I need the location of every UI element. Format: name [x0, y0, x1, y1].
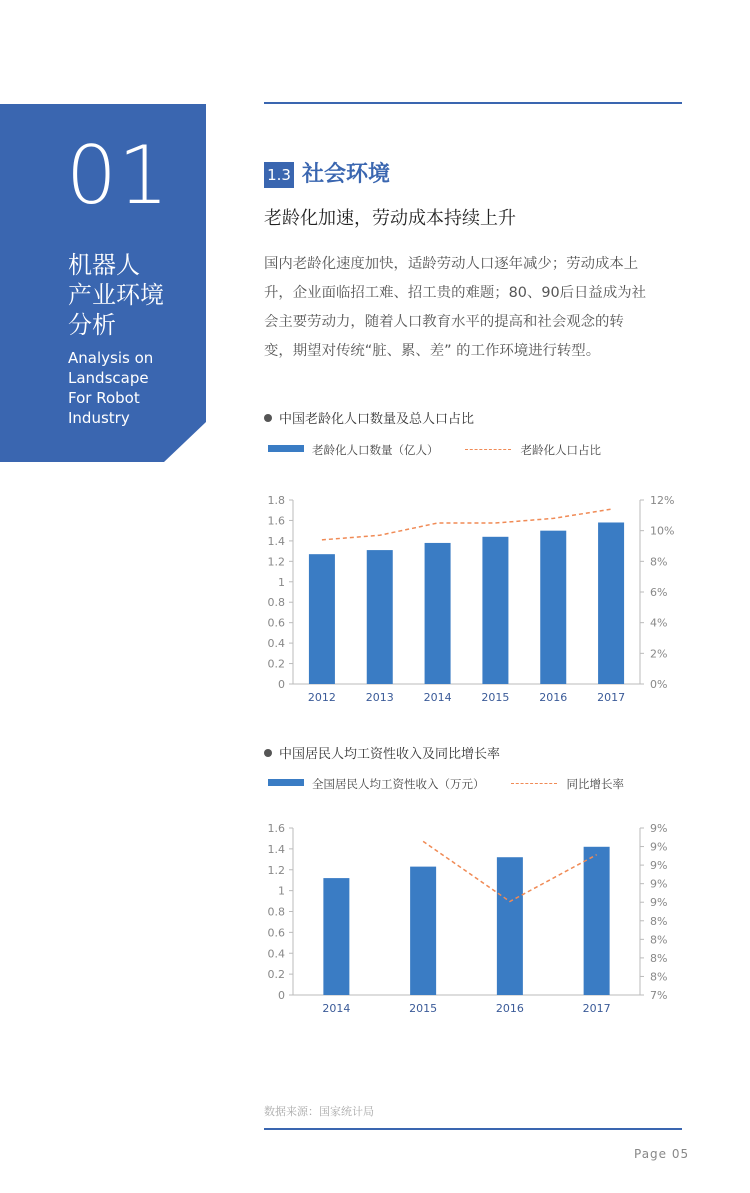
- chapter-title-en-line: Industry: [68, 409, 130, 427]
- x-tick-label: 2017: [582, 1002, 611, 1015]
- page-number: Page 05: [634, 1147, 690, 1161]
- legend-bar-swatch: [268, 779, 304, 786]
- bar-2016: [497, 857, 523, 995]
- x-tick-label: 2016: [495, 1002, 524, 1015]
- left-tick-label: 0: [278, 678, 285, 691]
- legend-line-swatch: [465, 449, 511, 450]
- bottom-rule: [264, 1128, 682, 1130]
- body-line: 升，企业面临招工难、招工贵的难题；80、90后日益成为社: [264, 285, 646, 301]
- chapter-title-en-line: Analysis on: [68, 349, 154, 367]
- left-tick-label: 0.2: [267, 657, 285, 671]
- x-tick-label: 2016: [539, 691, 568, 704]
- chart2-plot: [0, 810, 750, 1020]
- left-tick-label: 1.4: [267, 842, 285, 856]
- right-tick-label: 6%: [650, 586, 668, 599]
- left-tick-label: 0.6: [267, 616, 285, 630]
- chapter-title-en-line: For Robot: [68, 389, 140, 407]
- section-subtitle: 老龄化加速，劳动成本持续上升: [264, 208, 516, 229]
- bar-2013: [367, 550, 393, 684]
- left-tick-label: 0.2: [267, 968, 285, 982]
- right-tick-label: 8%: [650, 970, 668, 984]
- right-tick-label: 9%: [650, 877, 668, 891]
- right-tick-label: 7%: [650, 989, 668, 1002]
- legend-bar-swatch: [268, 445, 304, 452]
- right-tick-label: 9%: [650, 859, 668, 873]
- chart2-title-text: 中国居民人均工资性收入及同比增长率: [279, 747, 501, 762]
- legend-line-swatch: [511, 783, 557, 784]
- ratio-line: [322, 509, 611, 540]
- chart2-legend-line-label: 同比增长率: [566, 777, 624, 791]
- left-tick-label: 0.8: [267, 905, 285, 919]
- data-source: 数据来源：国家统计局: [264, 1105, 374, 1118]
- left-tick-label: 1.4: [267, 534, 285, 548]
- bar-2014: [323, 878, 349, 995]
- x-tick-label: 2012: [307, 691, 336, 704]
- section-number-badge: 1.3: [264, 162, 294, 188]
- left-tick-label: 0: [278, 989, 285, 1002]
- chapter-number: 01: [66, 129, 170, 222]
- right-tick-label: 10%: [650, 524, 675, 538]
- body-paragraph: [264, 250, 686, 366]
- left-tick-label: 0.8: [267, 596, 285, 610]
- left-tick-label: 1: [278, 884, 285, 898]
- x-tick-label: 2017: [597, 691, 626, 704]
- right-tick-label: 8%: [650, 951, 668, 965]
- bar-2017: [598, 522, 624, 684]
- left-tick-label: 1.2: [267, 863, 285, 877]
- chart1-title-text: 中国老龄化人口数量及总人口占比: [279, 412, 475, 427]
- bar-2015: [410, 867, 436, 995]
- left-tick-label: 0.4: [267, 947, 285, 961]
- left-tick-label: 0.4: [267, 637, 285, 651]
- chapter-title-cn: [68, 250, 164, 340]
- bar-2017: [584, 847, 610, 995]
- x-tick-label: 2013: [365, 691, 394, 704]
- right-tick-label: 0%: [650, 678, 668, 691]
- chart1-plot: [0, 480, 750, 710]
- right-tick-label: 2%: [650, 647, 668, 661]
- chapter-title-en-line: Landscape: [68, 369, 149, 387]
- right-tick-label: 8%: [650, 555, 668, 569]
- chapter-title-en: [68, 348, 153, 428]
- x-tick-label: 2015: [409, 1002, 438, 1015]
- x-tick-label: 2015: [481, 691, 510, 704]
- bar-2016: [540, 531, 566, 684]
- x-tick-label: 2014: [423, 691, 452, 704]
- bar-2015: [482, 537, 508, 684]
- bullet-icon: [264, 749, 272, 757]
- right-tick-label: 4%: [650, 616, 668, 630]
- right-tick-label: 9%: [650, 896, 668, 910]
- right-tick-label: 8%: [650, 933, 668, 947]
- right-tick-label: 9%: [650, 822, 668, 835]
- right-tick-label: 8%: [650, 914, 668, 928]
- chapter-title-cn-line: 产业环境: [68, 281, 164, 309]
- chapter-title-cn-line: 分析: [68, 311, 116, 339]
- chapter-title-cn-line: 机器人: [68, 251, 140, 279]
- body-line: 变，期望对传统“脏、累、差” 的工作环境进行转型。: [264, 343, 601, 359]
- left-tick-label: 1.6: [267, 514, 285, 528]
- top-rule: [264, 102, 682, 104]
- bar-2014: [425, 543, 451, 684]
- right-tick-label: 9%: [650, 840, 668, 854]
- left-tick-label: 1.6: [267, 822, 285, 835]
- x-tick-label: 2014: [322, 1002, 351, 1015]
- body-line: 会主要劳动力，随着人口教育水平的提高和社会观念的转: [264, 314, 624, 330]
- chart2-legend: [268, 776, 624, 792]
- bar-2012: [309, 554, 335, 684]
- left-tick-label: 0.6: [267, 926, 285, 940]
- left-tick-label: 1.8: [267, 494, 285, 507]
- chart1-title: [264, 411, 474, 429]
- section-title: 社会环境: [302, 162, 391, 187]
- left-tick-label: 1.2: [267, 555, 285, 569]
- right-tick-label: 12%: [650, 494, 675, 507]
- chart1-legend-line-label: 老龄化人口占比: [520, 443, 601, 457]
- chart2-legend-bar-label: 全国居民人均工资性收入（万元）: [312, 777, 485, 791]
- chart1-legend: [268, 442, 601, 458]
- chart2-title: [264, 746, 500, 764]
- chart1-legend-bar-label: 老龄化人口数量（亿人）: [312, 443, 439, 457]
- bullet-icon: [264, 414, 272, 422]
- left-tick-label: 1: [278, 575, 285, 589]
- body-line: 国内老龄化速度加快，适龄劳动人口逐年减少；劳动成本上: [264, 256, 639, 272]
